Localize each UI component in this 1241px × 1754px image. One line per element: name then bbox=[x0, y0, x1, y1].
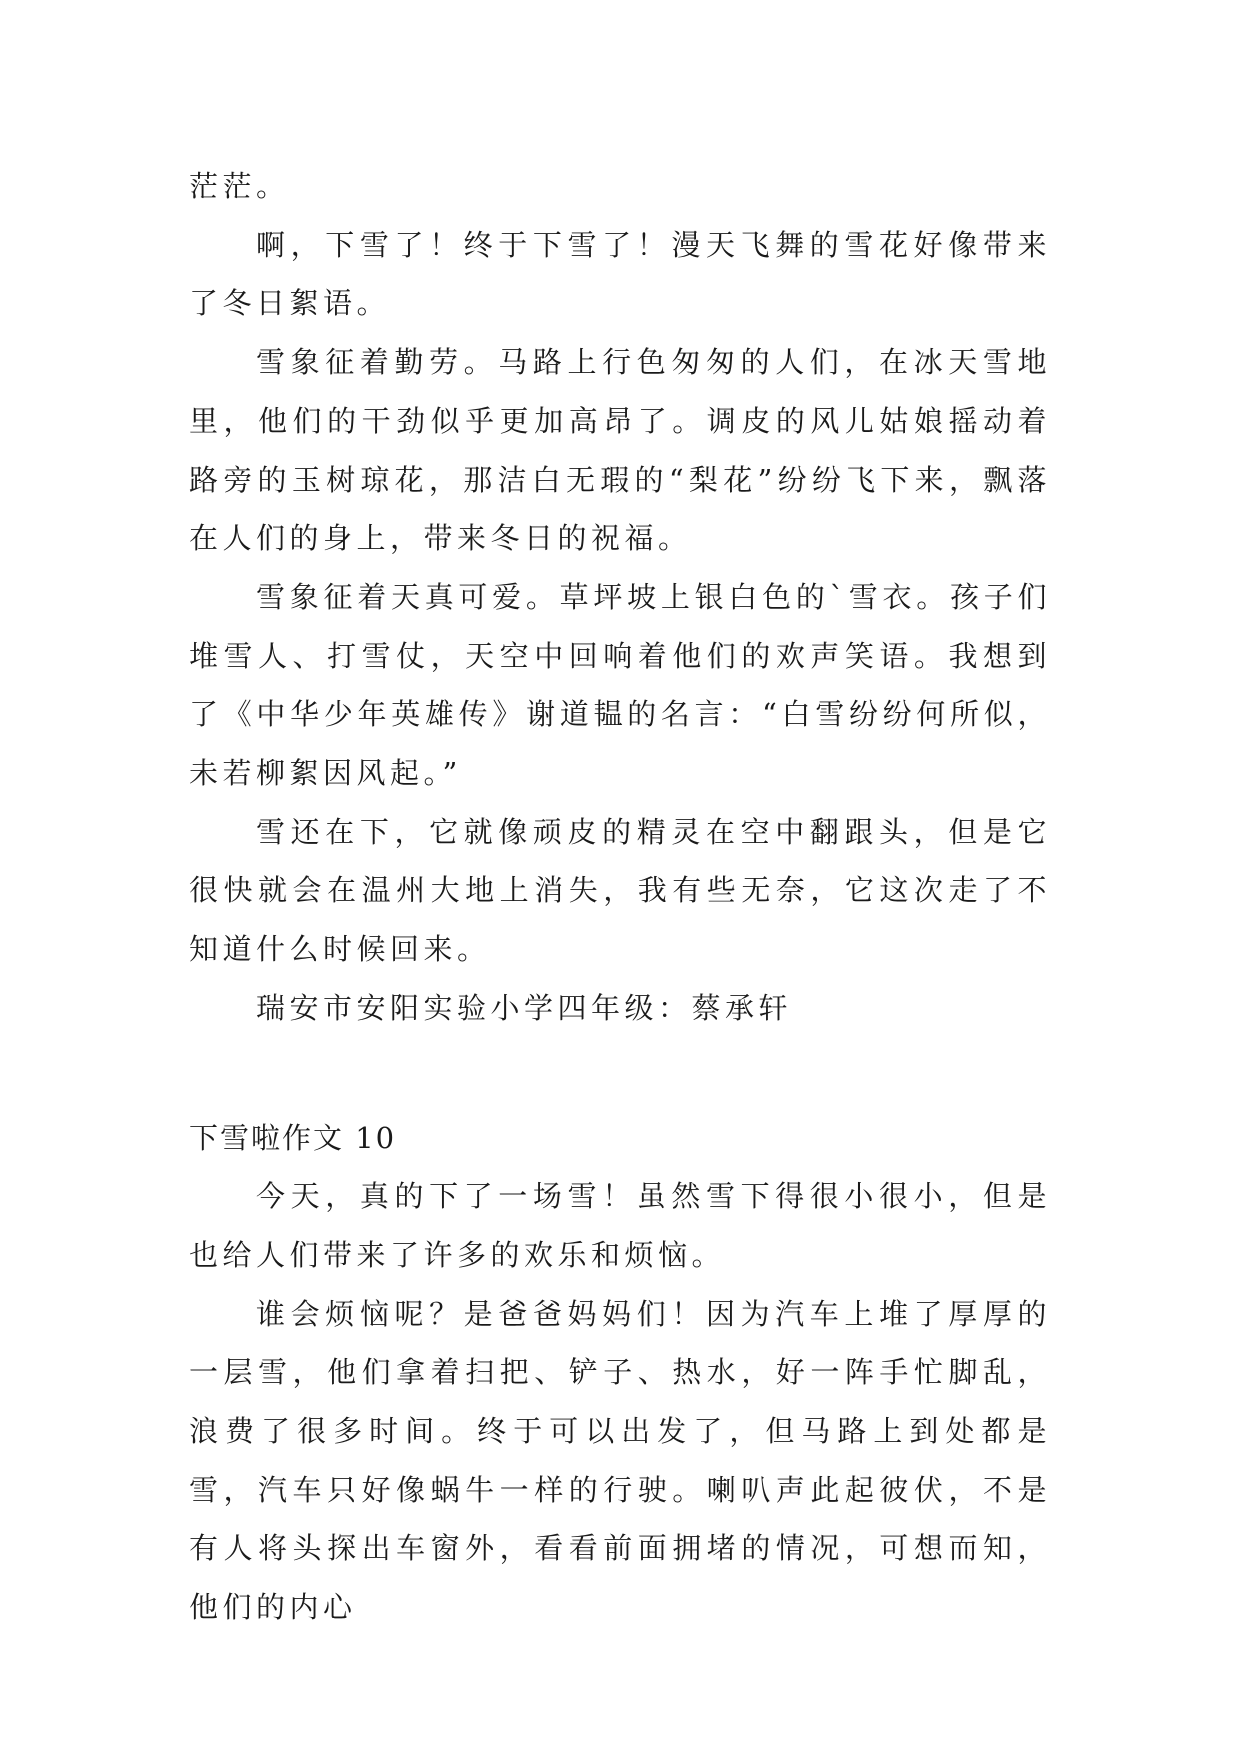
paragraph: 今天，真的下了一场雪！虽然雪下得很小很小，但是也给人们带来了许多的欢乐和烦恼。 bbox=[189, 1179, 1051, 1272]
document-body bbox=[189, 157, 1051, 1637]
paragraph: 谁会烦恼呢？是爸爸妈妈们！因为汽车上堆了厚厚的一层雪，他们拿着扫把、铲子、热水，好一阵手忙脚乱，浪费了很多时间。终于可以出发了，但马路上到处都是雪，汽车只好像蜗牛一样的行驶。喇叭声此起彼伏，不是有人将头探出车窗外，看看前面拥堵的情况，可想而知，他们的内心 bbox=[189, 1296, 1051, 1625]
author-line: 瑞安市安阳实验小学四年级：蔡承轩 bbox=[256, 990, 793, 1025]
section-gap bbox=[189, 1038, 1051, 1109]
paragraph: 雪象征着天真可爱。草坪坡上银白色的`雪衣。孩子们堆雪人、打雪仗，天空中回响着他们的欢声笑语。我想到了《中华少年英雄传》谢道韫的名言：“白雪纷纷何所似，未若柳絮因风起。” bbox=[189, 579, 1051, 791]
paragraph: 雪还在下，它就像顽皮的精灵在空中翻跟头，但是它很快就会在温州大地上消失，我有些无奈，它这次走了不知道什么时候回来。 bbox=[189, 814, 1051, 967]
paragraph-continuation: 茫茫。 bbox=[189, 169, 290, 203]
section-title: 下雪啦作文 10 bbox=[189, 1120, 397, 1155]
paragraph: 啊，下雪了！终于下雪了！漫天飞舞的雪花好像带来了冬日絮语。 bbox=[189, 227, 1051, 321]
paragraph: 雪象征着勤劳。马路上行色匆匆的人们，在冰天雪地里，他们的干劲似乎更加高昂了。调皮的风儿姑娘摇动着路旁的玉树琼花，那洁白无瑕的“梨花”纷纷飞下来，飘落在人们的身上，带来冬日的祝福。 bbox=[189, 345, 1051, 556]
